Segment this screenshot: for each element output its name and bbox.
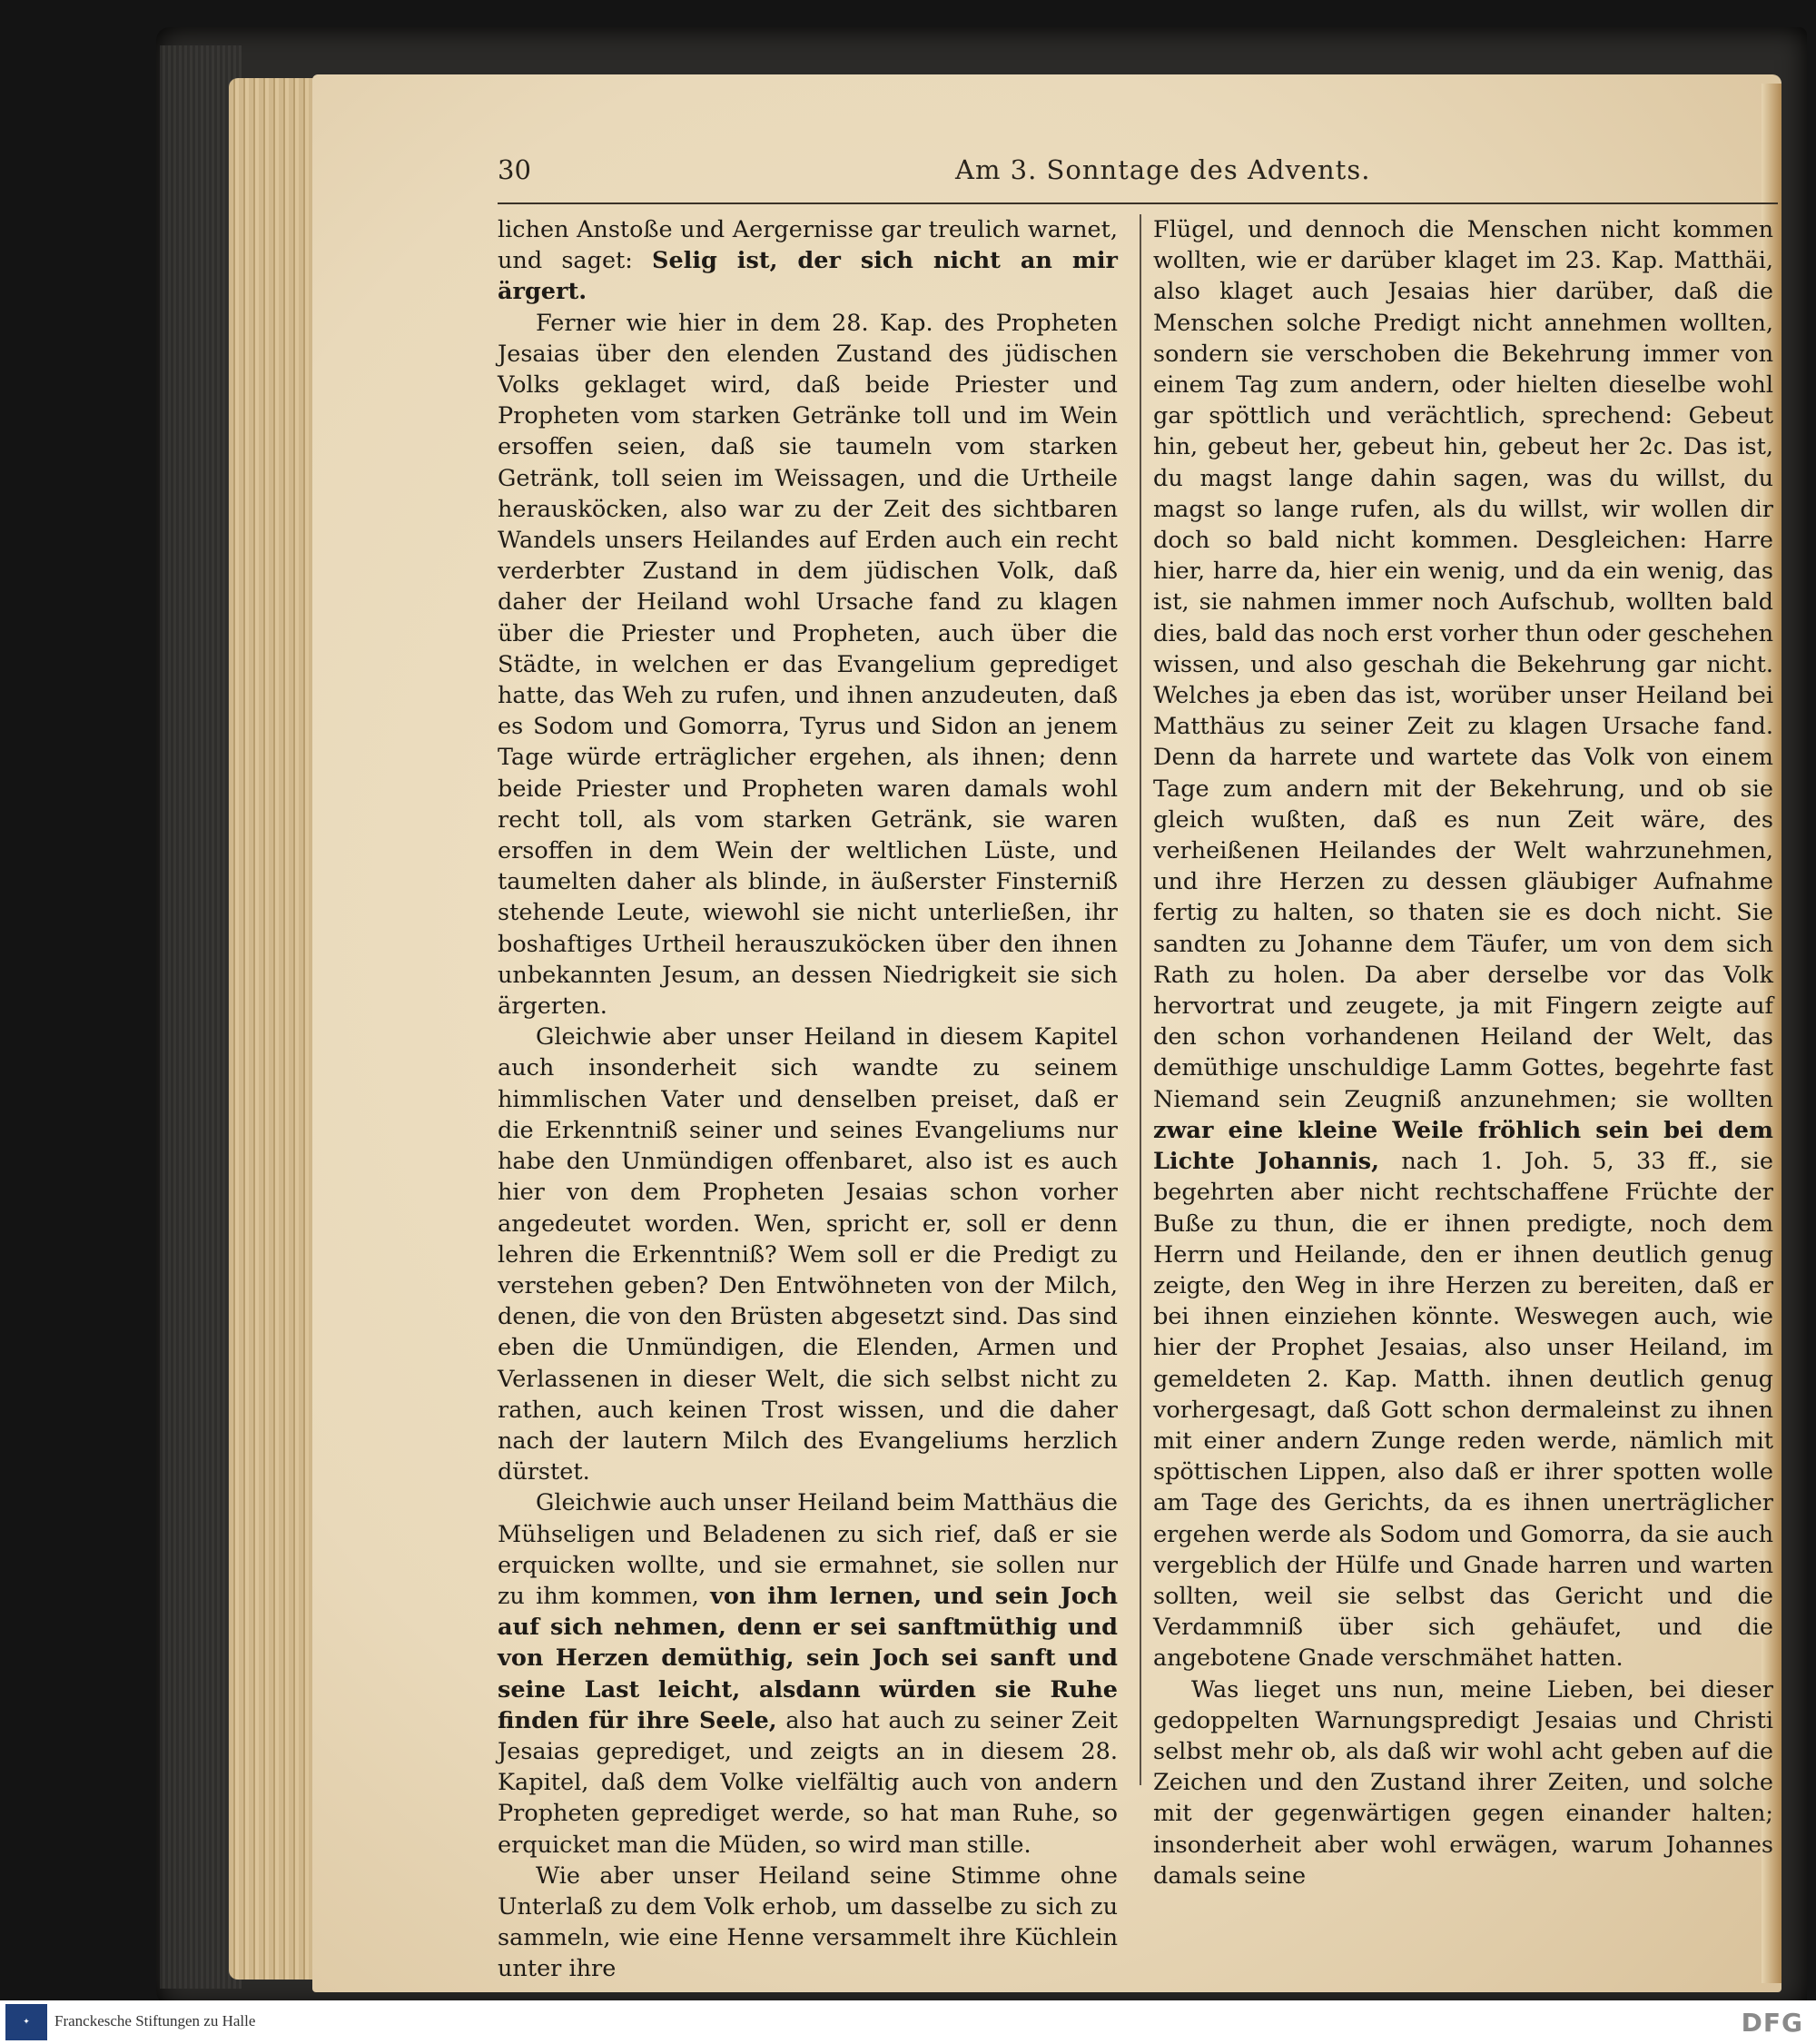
emphasized-text: von ihm lernen, und sein Joch auf sich nehmen, denn er sei sanftmüthig und von Herzen demüthig, sein Joch sei sanft und seine Last leicht, alsdann würden sie Ruhe finden für ihre Seele, [498, 1582, 1118, 1734]
running-title: Am 3. Sonntage des Advents. [955, 154, 1371, 185]
page-header [498, 154, 1778, 194]
footer-bar [0, 2000, 1816, 2044]
header-rule [498, 202, 1778, 204]
left-text-column [498, 214, 1118, 1985]
institution-name: Franckesche Stiftungen zu Halle [54, 2012, 256, 2029]
paragraph [498, 1861, 1118, 1985]
text-run: Wie aber unser Heiland seine Stimme ohne Unterlaß zu dem Volk erhob, um dasselbe zu sich zu sammeln, wie eine Henne versammelt ihre Küchlein unter ihre [498, 1861, 1118, 1983]
dfg-logo: DFG [1741, 2008, 1803, 2038]
paragraph [498, 214, 1118, 308]
text-run: Gleichwie aber unser Heiland in diesem Kapitel auch insonderheit sich wandte zu seinem himmlischen Vater und denselben preiset, daß er die Erkenntniß seiner und seines Evangeliums nur habe den Unmündigen offenbaret, also ist es auch hier von dem Propheten Jesaias schon vorher angedeutet worden. Wen, spricht er, soll er denn lehren die Erkenntniß? Wem soll er die Predigt zu verstehen geben? Den Entwöhneten von der Milch, denen, die von den Brüsten abgesetzt sind. Das sind eben die Unmündigen, die Elenden, Armen und Verlassenen in dieser Welt, die sich selbst nicht zu rathen, auch keinen Trost wissen, und die daher nach der lautern Milch des Evangeliums herzlich dürstet. [498, 1023, 1118, 1486]
text-run: Gleichwie auch unser Heiland beim Matthäus die Mühseligen und Beladenen zu sich rief, daß er sie erquicken wollte, und sie ermahnet, sie sollen nur zu ihm kommen, [498, 1489, 1118, 1610]
paragraph [498, 1487, 1118, 1860]
column-divider [1140, 214, 1141, 1785]
page-number: 30 [498, 154, 531, 185]
paragraph [498, 1022, 1118, 1487]
emphasized-text: zwar eine kleine Weile fröhlich sein bei dem Lichte Johannis, [1153, 1116, 1773, 1176]
paragraph [1153, 214, 1773, 1674]
text-run: nach 1. Joh. 5, 33 ff., sie begehrten aber nicht rechtschaffene Früchte der Buße zu thun, die er ihnen predigte, noch dem Herrn und Heilande, den er ihnen deutlich genug zeigte, den Weg in ihre Herzen zu bereiten, daß er bei ihnen einziehen könnte. Weswegen auch, wie hier der Prophet Jesaias, also unser Heiland, im gemeldeten 2. Kap. Matth. ihnen deutlich genug vorhergesagt, daß Gott schon dermaleinst zu ihnen mit einer andern Zunge reden werde, nämlich mit spöttischen Lippen, also daß er ihrer spotten wolle am Tage des Gerichts, da es ihnen unerträglicher ergehen werde als Sodom und Gomorra, da sie auch vergeblich der Hülfe und Gnade harren und warten sollten, weil sie selbst das Gericht und die Verdammniß über sich gehäufet, und die angebotene Gnade verschmähet hatten. [1153, 1148, 1773, 1673]
paragraph [1153, 1674, 1773, 1891]
text-run: Was lieget uns nun, meine Lieben, bei dieser gedoppelten Warnungspredigt Jesaias und Christi selbst mehr ob, als daß wir wohl acht geben auf die Zeichen und den Zustand ihrer Zeiten, und solche mit der gegenwärtigen gegen einander halten; insonderheit aber wohl erwägen, warum Johannes damals seine [1153, 1675, 1773, 1890]
text-run: Ferner wie hier in dem 28. Kap. des Propheten Jesaias über den elenden Zustand des jüdischen Volks geklaget wird, daß beide Priester und Propheten vom starken Getränke toll und im Wein ersoffen seien, daß sie taumeln vom starken Getränk, toll seien im Weissagen, und die Urtheile herausköcken, also war zu der Zeit des sichtbaren Wandels unsers Heilandes auf Erden auch ein recht verderbter Zustand in dem jüdischen Volk, daß daher der Heiland wohl Ursache fand zu klagen über die Priester und Propheten, auch über die Städte, in welchen er das Evangelium geprediget hatte, das Weh zu rufen, und ihnen anzudeuten, daß es Sodom und Gomorra, Tyrus und Sidon an jenem Tage würde erträglicher ergehen, als ihnen; denn beide Priester und Propheten waren damals wohl recht toll, als vom starken Getränk, sie waren ersoffen in dem Wein der weltlichen Lüste, und taumelten daher als blinde, in äußerster Finsterniß stehende Leute, wiewohl sie nicht unterließen, ihr boshaftiges Urtheil herauszuköcken über den ihnen unbekannten Jesum, an dessen Niedrigkeit sie sich ärgerten. [498, 309, 1118, 1021]
text-run: also hat auch zu seiner Zeit Jesaias geprediget, und zeigts an in diesem 28. Kapitel, daß dem Volke vielfältig auch von andern Propheten geprediget werde, so hat man Ruhe, so erquicket man die Müden, so wird man stille. [498, 1706, 1118, 1859]
text-run: lichen Anstoße und Aergernisse gar treulich warnet, und saget: [498, 216, 1118, 275]
emphasized-text: Selig ist, der sich nicht an mir ärgert. [498, 247, 1118, 306]
paragraph [498, 308, 1118, 1022]
text-run: Flügel, und dennoch die Menschen nicht kommen wollten, wie er darüber klaget im 23. Kap. Matthäi, also klaget auch Jesaias hier darüber, daß die Menschen solche Predigt nicht annehmen wollten, sondern sie verschoben die Bekehrung immer von einem Tag zum andern, oder hielten dieselbe wohl gar spöttlich und verächtlich, sprechend: Gebeut hin, gebeut her, gebeut hin, gebeut her 2c. Das ist, du magst lange dahin sagen, was du willst, du magst so lange rufen, als du willst, wir wollen dir doch so bald nicht kommen. Desgleichen: Harre hier, harre da, hier ein wenig, und da ein wenig, das ist, sie nahmen immer noch Aufschub, wollten bald dies, bald das noch erst vorher thun oder geschehen wissen, und also geschah die Bekehrung gar nicht. Welches ja eben das ist, worüber unser Heiland bei Matthäus zu seiner Zeit zu klagen Ursache fand. Denn da harrete und wartete das Volk von einem Tage zum andern mit der Bekehrung, und ob sie gleich wußten, daß es nun Zeit wäre, des verheißenen Heilandes der Welt wahrzunehmen, und ihre Herzen zu dessen gläubiger Aufnahme fertig zu halten, so thaten sie es doch nicht. Sie sandten zu Johanne dem Täufer, um von dem sich Rath zu holen. Da aber derselbe vor das Volk hervortrat und zeugete, ja mit Fingern zeigte auf den schon vorhandenen Heiland der Welt, das demüthige unschuldige Lamm Gottes, begehrte fast Niemand sein Zeugniß anzunehmen; sie wollten [1153, 216, 1773, 1113]
institution-logo: ✦ [5, 2004, 47, 2040]
right-text-column [1153, 214, 1773, 1891]
